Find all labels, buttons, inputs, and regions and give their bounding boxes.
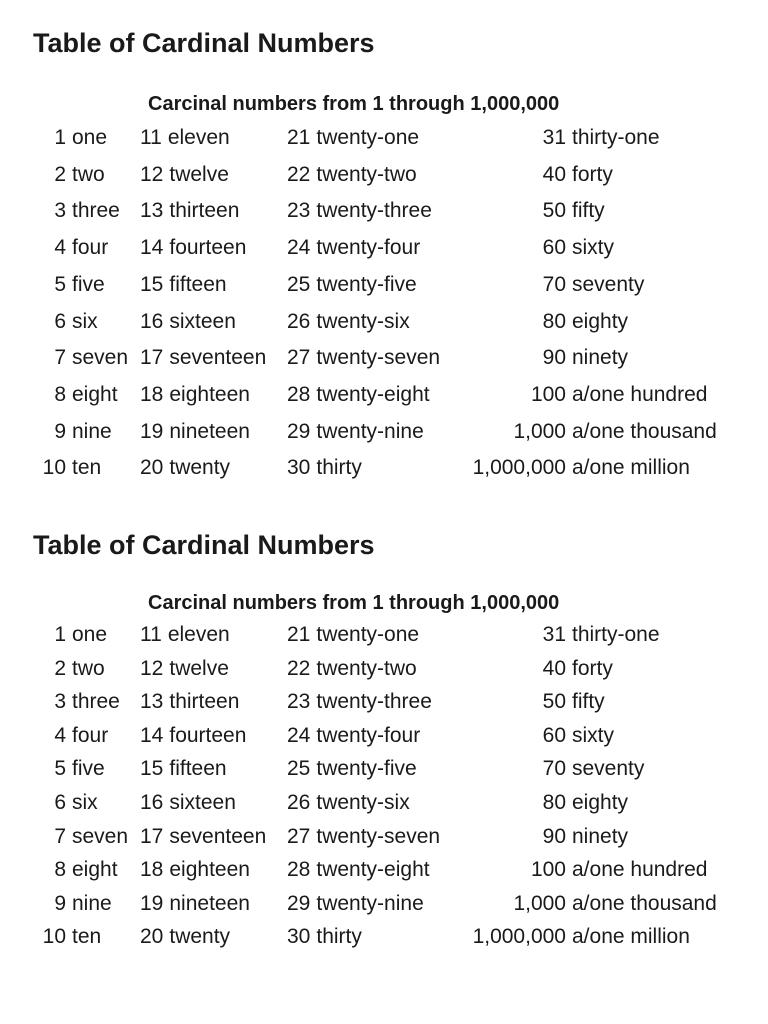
number-entry bbox=[287, 825, 440, 849]
number-numeral: 4 bbox=[54, 236, 66, 260]
number-entry bbox=[287, 690, 432, 714]
table-row bbox=[0, 690, 768, 723]
number-word: twenty-eight bbox=[316, 858, 430, 882]
number-entry bbox=[287, 310, 410, 334]
number-numeral: 9 bbox=[54, 419, 66, 443]
number-entry bbox=[460, 825, 628, 849]
number-numeral: 13 bbox=[140, 690, 164, 714]
number-word: five bbox=[72, 757, 105, 781]
number-word: five bbox=[72, 272, 105, 296]
number-numeral: 24 bbox=[287, 723, 311, 747]
number-entry bbox=[460, 310, 628, 334]
number-word: ten bbox=[72, 925, 102, 949]
number-numeral: 29 bbox=[287, 891, 311, 915]
number-entry bbox=[140, 657, 229, 681]
table-row bbox=[0, 420, 768, 456]
number-numeral: 40 bbox=[542, 656, 566, 680]
table-row bbox=[0, 757, 768, 790]
number-numeral: 13 bbox=[140, 199, 164, 223]
number-entry bbox=[140, 236, 246, 260]
number-numeral: 5 bbox=[54, 272, 66, 296]
number-numeral: 6 bbox=[54, 791, 66, 814]
number-entry bbox=[287, 657, 417, 681]
number-numeral: 21 bbox=[287, 623, 311, 646]
number-word: twenty-two bbox=[316, 162, 417, 186]
number-entry bbox=[30, 858, 118, 882]
number-entry bbox=[140, 199, 239, 223]
table-row bbox=[0, 346, 768, 382]
number-numeral: 100 bbox=[530, 382, 566, 406]
number-word: six bbox=[72, 791, 98, 814]
number-entry bbox=[287, 163, 417, 187]
number-entry bbox=[140, 346, 266, 370]
number-entry bbox=[460, 925, 690, 949]
number-word: twenty-five bbox=[316, 272, 417, 296]
number-word: ten bbox=[72, 456, 102, 480]
table-row bbox=[0, 925, 768, 958]
number-numeral: 50 bbox=[542, 199, 566, 223]
number-numeral: 7 bbox=[54, 824, 66, 848]
table-row bbox=[0, 724, 768, 757]
number-numeral: 22 bbox=[287, 656, 311, 680]
number-entry bbox=[140, 623, 230, 647]
number-word: fifty bbox=[572, 690, 605, 714]
number-word: fifty bbox=[572, 199, 605, 223]
number-numeral: 14 bbox=[140, 723, 164, 747]
number-word: twenty-one bbox=[316, 126, 420, 149]
number-numeral: 1,000 bbox=[513, 419, 566, 443]
number-entry bbox=[30, 456, 101, 480]
number-entry bbox=[460, 236, 614, 260]
number-entry bbox=[140, 383, 250, 407]
number-entry bbox=[460, 420, 717, 444]
number-word: twenty-five bbox=[316, 757, 417, 781]
number-entry bbox=[30, 310, 98, 334]
number-numeral: 18 bbox=[140, 858, 164, 882]
number-entry bbox=[140, 310, 236, 334]
number-entry bbox=[140, 892, 250, 916]
number-word: twelve bbox=[169, 162, 229, 186]
number-numeral: 1,000,000 bbox=[472, 925, 566, 949]
number-entry bbox=[460, 346, 628, 370]
number-numeral: 28 bbox=[287, 858, 311, 882]
number-word: one bbox=[72, 126, 108, 149]
number-entry bbox=[460, 724, 614, 748]
number-numeral: 3 bbox=[54, 199, 66, 223]
number-numeral: 2 bbox=[54, 162, 66, 186]
number-entry bbox=[140, 456, 230, 480]
number-word: forty bbox=[572, 162, 613, 186]
number-entry bbox=[287, 383, 430, 407]
number-word: sixteen bbox=[169, 791, 236, 814]
number-numeral: 5 bbox=[54, 757, 66, 781]
number-word: two bbox=[72, 656, 105, 680]
number-numeral: 90 bbox=[542, 346, 566, 370]
number-word: twenty bbox=[169, 456, 231, 480]
number-entry bbox=[460, 791, 628, 815]
number-numeral: 1 bbox=[54, 126, 66, 149]
number-entry bbox=[140, 925, 230, 949]
number-numeral: 2 bbox=[54, 656, 66, 680]
number-numeral: 17 bbox=[140, 346, 164, 370]
number-word: seventeen bbox=[169, 824, 267, 848]
number-entry bbox=[30, 892, 112, 916]
number-word: ninety bbox=[572, 346, 629, 370]
table-row bbox=[0, 163, 768, 199]
number-numeral: 80 bbox=[542, 791, 566, 814]
table-row bbox=[0, 126, 768, 162]
number-entry bbox=[140, 858, 250, 882]
number-numeral: 20 bbox=[140, 925, 164, 949]
table-row bbox=[0, 825, 768, 858]
table-row bbox=[0, 273, 768, 309]
number-numeral: 25 bbox=[287, 272, 311, 296]
number-word: twenty-seven bbox=[316, 824, 441, 848]
number-entry bbox=[140, 163, 229, 187]
number-entry bbox=[460, 199, 605, 223]
number-word: ninety bbox=[572, 824, 629, 848]
number-word: twenty-three bbox=[316, 199, 432, 223]
table-row bbox=[0, 892, 768, 925]
number-word: twenty-six bbox=[316, 309, 410, 333]
number-entry bbox=[460, 690, 605, 714]
number-numeral: 4 bbox=[54, 723, 66, 747]
number-numeral: 25 bbox=[287, 757, 311, 781]
number-word: twenty-eight bbox=[316, 382, 430, 406]
number-word: eight bbox=[72, 382, 118, 406]
number-numeral: 26 bbox=[287, 309, 311, 333]
number-numeral: 17 bbox=[140, 824, 164, 848]
number-word: three bbox=[72, 690, 120, 714]
number-word: nineteen bbox=[169, 891, 250, 915]
number-numeral: 11 bbox=[140, 126, 162, 149]
number-word: twenty-two bbox=[316, 656, 417, 680]
number-word: twenty-six bbox=[316, 791, 410, 814]
number-word: fifteen bbox=[169, 272, 227, 296]
number-entry bbox=[287, 420, 424, 444]
number-entry bbox=[287, 126, 419, 150]
number-entry bbox=[30, 126, 107, 150]
number-word: seven bbox=[72, 346, 129, 370]
table-title: Table of Cardinal Numbers bbox=[33, 28, 375, 58]
number-entry bbox=[460, 657, 613, 681]
number-entry bbox=[460, 163, 613, 187]
number-numeral: 70 bbox=[542, 272, 566, 296]
number-entry bbox=[287, 757, 417, 781]
number-entry bbox=[140, 690, 239, 714]
number-entry bbox=[30, 199, 120, 223]
number-word: twenty-three bbox=[316, 690, 432, 714]
number-word: sixteen bbox=[169, 309, 236, 333]
number-word: eight bbox=[72, 858, 118, 882]
number-entry bbox=[30, 757, 105, 781]
number-numeral: 8 bbox=[54, 858, 66, 882]
number-numeral: 6 bbox=[54, 309, 66, 333]
number-word: nine bbox=[72, 419, 112, 443]
number-entry bbox=[30, 690, 120, 714]
number-numeral: 10 bbox=[42, 925, 66, 949]
number-word: seven bbox=[72, 824, 129, 848]
number-numeral: 15 bbox=[140, 757, 164, 781]
number-numeral: 1,000 bbox=[513, 891, 566, 915]
number-numeral: 23 bbox=[287, 199, 311, 223]
number-numeral: 19 bbox=[140, 891, 164, 915]
number-entry bbox=[460, 858, 707, 882]
number-entry bbox=[30, 925, 101, 949]
number-numeral: 26 bbox=[287, 791, 311, 814]
number-word: thirty-one bbox=[572, 623, 660, 646]
number-numeral: 1,000,000 bbox=[472, 456, 566, 480]
number-numeral: 8 bbox=[54, 382, 66, 406]
number-word: sixty bbox=[572, 236, 614, 260]
number-numeral: 50 bbox=[542, 690, 566, 714]
number-word: thirty bbox=[316, 456, 362, 480]
number-entry bbox=[30, 825, 128, 849]
number-word: seventy bbox=[572, 272, 645, 296]
number-word: fourteen bbox=[169, 723, 247, 747]
number-numeral: 7 bbox=[54, 346, 66, 370]
number-word: nine bbox=[72, 891, 112, 915]
number-word: seventy bbox=[572, 757, 645, 781]
table-row bbox=[0, 657, 768, 690]
number-word: eighteen bbox=[169, 858, 250, 882]
table-row bbox=[0, 383, 768, 419]
number-entry bbox=[140, 126, 230, 150]
number-entry bbox=[140, 273, 227, 297]
number-numeral: 19 bbox=[140, 419, 164, 443]
number-word: twenty-four bbox=[316, 723, 421, 747]
table-row bbox=[0, 623, 768, 656]
number-entry bbox=[30, 623, 107, 647]
number-numeral: 11 bbox=[140, 623, 162, 646]
number-word: eighteen bbox=[169, 382, 250, 406]
number-word: eighty bbox=[572, 309, 629, 333]
number-entry bbox=[287, 925, 362, 949]
number-numeral: 31 bbox=[542, 623, 566, 646]
number-word: twenty-nine bbox=[316, 419, 424, 443]
number-word: twelve bbox=[169, 656, 229, 680]
number-word: four bbox=[72, 723, 109, 747]
number-entry bbox=[30, 420, 112, 444]
number-entry bbox=[460, 757, 644, 781]
table-subtitle: Carcinal numbers from 1 through 1,000,000 bbox=[148, 93, 560, 115]
number-numeral: 27 bbox=[287, 824, 311, 848]
number-entry bbox=[287, 236, 420, 260]
number-entry bbox=[30, 273, 105, 297]
number-word: thirteen bbox=[169, 199, 240, 223]
number-numeral: 1 bbox=[54, 623, 66, 646]
number-word: thirty bbox=[316, 925, 362, 949]
number-word: eleven bbox=[167, 623, 230, 646]
number-numeral: 28 bbox=[287, 382, 311, 406]
number-numeral: 31 bbox=[542, 126, 566, 149]
number-entry bbox=[140, 724, 246, 748]
number-word: eighty bbox=[572, 791, 629, 814]
number-numeral: 27 bbox=[287, 346, 311, 370]
number-numeral: 23 bbox=[287, 690, 311, 714]
number-entry bbox=[287, 892, 424, 916]
number-entry bbox=[140, 791, 236, 815]
number-numeral: 30 bbox=[287, 456, 311, 480]
number-entry bbox=[140, 420, 250, 444]
number-numeral: 29 bbox=[287, 419, 311, 443]
number-entry bbox=[460, 273, 644, 297]
number-numeral: 22 bbox=[287, 162, 311, 186]
number-word: a/one hundred bbox=[572, 858, 708, 882]
table-row bbox=[0, 858, 768, 891]
number-numeral: 60 bbox=[542, 723, 566, 747]
number-entry bbox=[287, 724, 420, 748]
number-entry bbox=[460, 383, 707, 407]
number-entry bbox=[287, 456, 362, 480]
number-word: sixty bbox=[572, 723, 614, 747]
number-numeral: 14 bbox=[140, 236, 164, 260]
number-word: thirty-one bbox=[572, 126, 660, 149]
number-numeral: 12 bbox=[140, 162, 164, 186]
table-row bbox=[0, 236, 768, 272]
number-word: fourteen bbox=[169, 236, 247, 260]
number-word: four bbox=[72, 236, 109, 260]
number-numeral: 90 bbox=[542, 824, 566, 848]
number-numeral: 20 bbox=[140, 456, 164, 480]
number-numeral: 30 bbox=[287, 925, 311, 949]
number-word: twenty-one bbox=[316, 623, 420, 646]
number-entry bbox=[30, 163, 105, 187]
number-numeral: 100 bbox=[530, 858, 566, 882]
number-entry bbox=[287, 199, 432, 223]
number-entry bbox=[140, 825, 266, 849]
number-word: one bbox=[72, 623, 108, 646]
number-word: thirteen bbox=[169, 690, 240, 714]
number-numeral: 15 bbox=[140, 272, 164, 296]
number-word: forty bbox=[572, 656, 613, 680]
number-numeral: 12 bbox=[140, 656, 164, 680]
table-row bbox=[0, 310, 768, 346]
number-word: six bbox=[72, 309, 98, 333]
number-word: twenty-nine bbox=[316, 891, 424, 915]
number-numeral: 24 bbox=[287, 236, 311, 260]
number-word: a/one thousand bbox=[572, 891, 717, 915]
number-entry bbox=[460, 126, 660, 150]
table-subtitle: Carcinal numbers from 1 through 1,000,000 bbox=[148, 592, 560, 614]
number-entry bbox=[30, 236, 108, 260]
number-numeral: 21 bbox=[287, 126, 311, 149]
number-numeral: 70 bbox=[542, 757, 566, 781]
number-entry bbox=[287, 273, 417, 297]
number-entry bbox=[287, 623, 419, 647]
number-word: nineteen bbox=[169, 419, 250, 443]
number-entry bbox=[30, 657, 105, 681]
number-entry bbox=[287, 858, 430, 882]
number-word: twenty-four bbox=[316, 236, 421, 260]
number-entry bbox=[460, 456, 690, 480]
number-word: two bbox=[72, 162, 105, 186]
number-entry bbox=[30, 383, 118, 407]
number-numeral: 16 bbox=[140, 309, 164, 333]
number-entry bbox=[140, 757, 227, 781]
number-numeral: 40 bbox=[542, 162, 566, 186]
number-word: seventeen bbox=[169, 346, 267, 370]
number-word: twenty bbox=[169, 925, 231, 949]
number-word: a/one million bbox=[572, 925, 690, 949]
number-word: a/one thousand bbox=[572, 419, 717, 443]
number-word: three bbox=[72, 199, 120, 223]
number-numeral: 10 bbox=[42, 456, 66, 480]
number-numeral: 3 bbox=[54, 690, 66, 714]
number-word: twenty-seven bbox=[316, 346, 441, 370]
number-word: a/one million bbox=[572, 456, 690, 480]
number-entry bbox=[30, 346, 128, 370]
number-numeral: 9 bbox=[54, 891, 66, 915]
table-row bbox=[0, 199, 768, 235]
number-entry bbox=[30, 724, 108, 748]
table-row bbox=[0, 791, 768, 824]
number-entry bbox=[460, 892, 717, 916]
number-numeral: 18 bbox=[140, 382, 164, 406]
number-word: eleven bbox=[167, 126, 230, 149]
number-word: a/one hundred bbox=[572, 382, 708, 406]
table-title: Table of Cardinal Numbers bbox=[33, 530, 375, 560]
number-numeral: 60 bbox=[542, 236, 566, 260]
number-entry bbox=[287, 791, 410, 815]
number-entry bbox=[287, 346, 440, 370]
number-numeral: 80 bbox=[542, 309, 566, 333]
number-entry bbox=[30, 791, 98, 815]
number-numeral: 16 bbox=[140, 791, 164, 814]
table-row bbox=[0, 456, 768, 492]
number-word: fifteen bbox=[169, 757, 227, 781]
number-entry bbox=[460, 623, 660, 647]
